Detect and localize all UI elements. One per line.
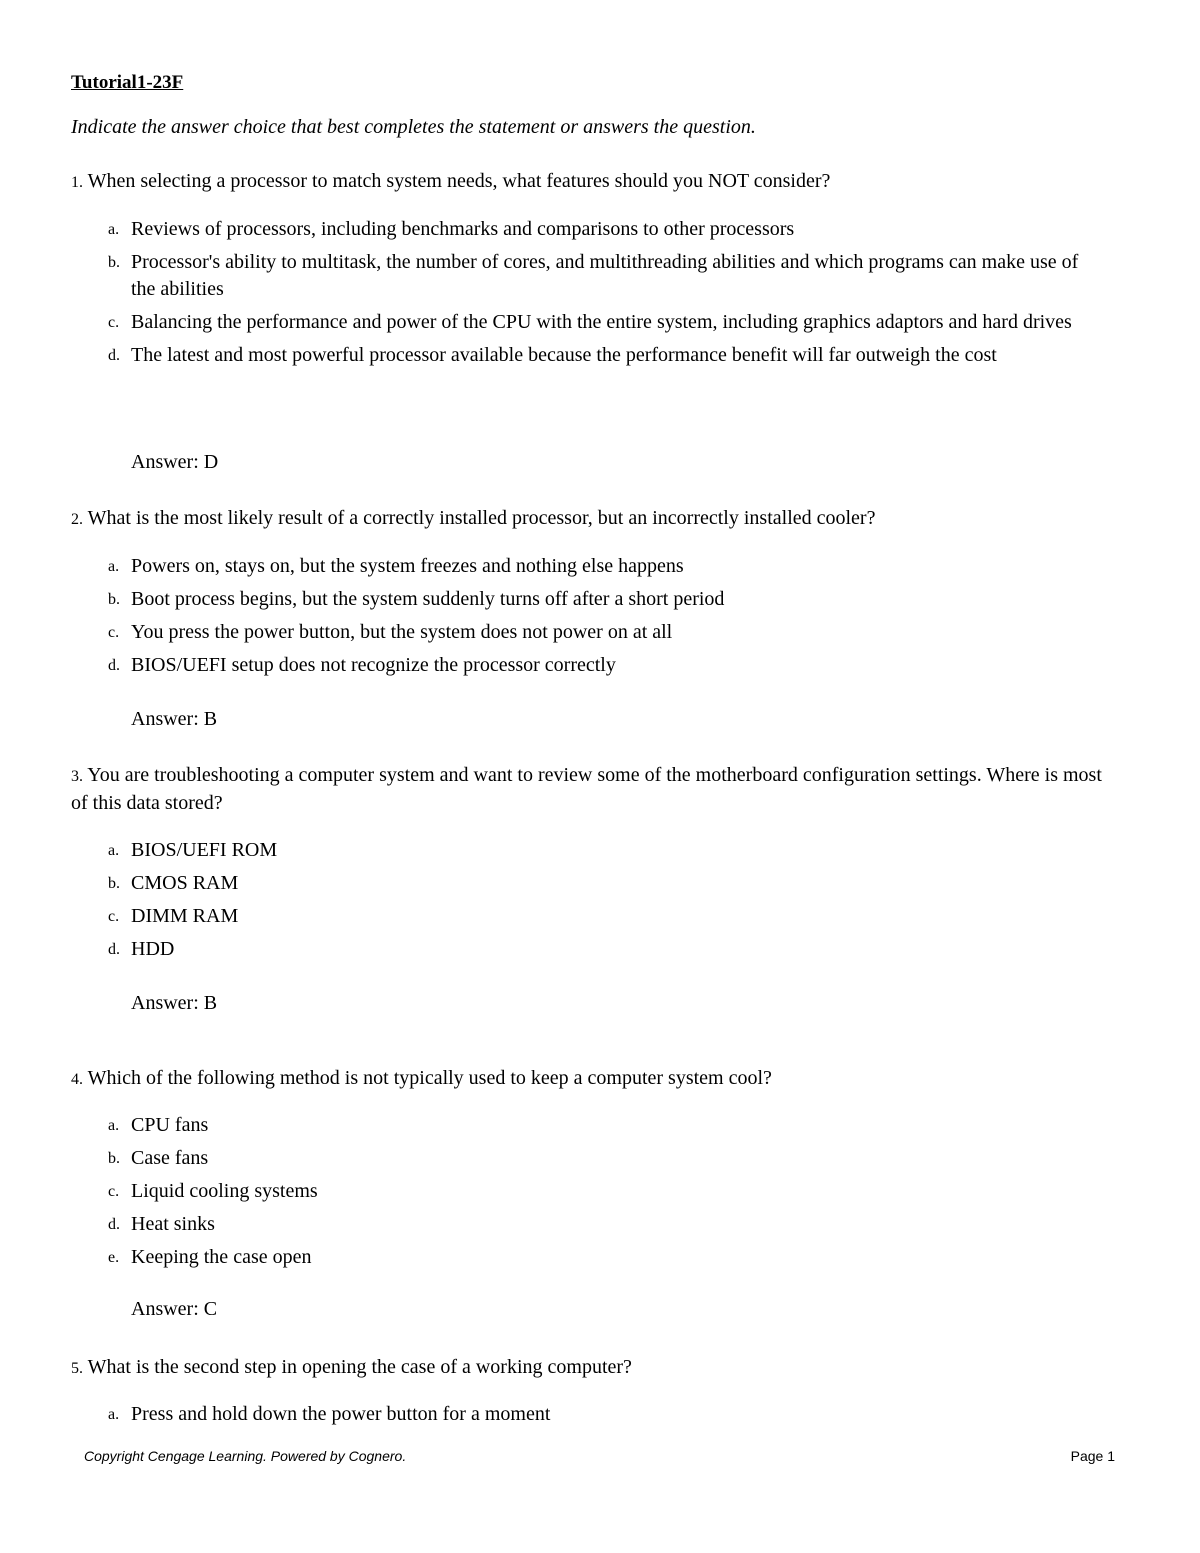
question-number: 4.	[71, 1071, 83, 1088]
option-1a	[108, 216, 1098, 243]
option-3a	[108, 837, 1098, 864]
answer-4: Answer: C	[131, 1298, 218, 1320]
option-text: CMOS RAM	[131, 872, 239, 894]
question-text: What is the second step in opening the case of a working computer?	[87, 1356, 632, 1378]
option-3c	[108, 903, 1098, 930]
option-letter: a.	[108, 221, 120, 238]
options-list-4	[108, 1112, 1098, 1271]
question-text: You are troubleshooting a computer system and want to review some of the motherboard configuration settings. Where is most of this data stored?	[71, 764, 1102, 814]
option-letter: b.	[108, 875, 120, 892]
option-3b	[108, 870, 1098, 897]
option-text: BIOS/UEFI ROM	[131, 839, 278, 861]
option-5a	[108, 1401, 1098, 1428]
option-4b	[108, 1145, 1098, 1172]
answer-2: Answer: B	[131, 708, 218, 730]
footer-copyright: Copyright Cengage Learning. Powered by Cognero.	[84, 1448, 407, 1464]
option-text: CPU fans	[131, 1114, 209, 1136]
option-text: Powers on, stays on, but the system freezes and nothing else happens	[131, 555, 684, 577]
option-letter: c.	[108, 314, 120, 331]
option-4c	[108, 1178, 1098, 1205]
option-letter: b.	[108, 591, 120, 608]
option-text: Press and hold down the power button for a moment	[131, 1403, 551, 1425]
option-letter: a.	[108, 1117, 120, 1134]
option-letter: c.	[108, 624, 120, 641]
question-number: 2.	[71, 511, 83, 528]
option-letter: a.	[108, 1406, 120, 1423]
options-list-2	[108, 553, 1098, 679]
option-4d	[108, 1211, 1098, 1238]
option-2a	[108, 553, 1098, 580]
options-list-3	[108, 837, 1098, 963]
option-letter: d.	[108, 657, 120, 674]
option-4e	[108, 1244, 1098, 1271]
option-letter: e.	[108, 1249, 120, 1266]
instructions: Indicate the answer choice that best completes the statement or answers the question.	[71, 116, 756, 138]
question-2	[71, 505, 1121, 533]
option-letter: b.	[108, 254, 120, 271]
option-3d	[108, 936, 1098, 963]
option-letter: a.	[108, 558, 120, 575]
question-1	[71, 168, 1121, 196]
option-1b	[108, 249, 1098, 303]
option-letter: c.	[108, 908, 120, 925]
option-letter: d.	[108, 347, 120, 364]
option-text: Case fans	[131, 1147, 209, 1169]
option-text: Reviews of processors, including benchmarks and comparisons to other processors	[131, 218, 795, 240]
option-text: DIMM RAM	[131, 905, 239, 927]
option-4a	[108, 1112, 1098, 1139]
option-2b	[108, 586, 1098, 613]
answer-1: Answer: D	[131, 451, 219, 473]
question-number: 1.	[71, 174, 83, 191]
question-5	[71, 1354, 1121, 1382]
option-text: Liquid cooling systems	[131, 1180, 318, 1202]
option-letter: d.	[108, 1216, 120, 1233]
question-number: 5.	[71, 1360, 83, 1377]
answer-3: Answer: B	[131, 992, 218, 1014]
option-text: HDD	[131, 938, 175, 960]
question-3	[71, 762, 1121, 817]
option-letter: c.	[108, 1183, 120, 1200]
option-text: BIOS/UEFI setup does not recognize the processor correctly	[131, 654, 616, 676]
footer-page-number: Page 1	[1070, 1448, 1115, 1464]
question-number: 3.	[71, 768, 83, 785]
question-text: When selecting a processor to match system needs, what features should you NOT consider?	[87, 170, 831, 192]
option-text: Keeping the case open	[131, 1246, 312, 1268]
options-list-5	[108, 1401, 1098, 1428]
question-4	[71, 1065, 1121, 1093]
option-1d	[108, 342, 1098, 369]
option-text: Processor's ability to multitask, the number of cores, and multithreading abilities and which programs can make use of the abilities	[131, 251, 1079, 300]
option-text: Boot process begins, but the system suddenly turns off after a short period	[131, 588, 725, 610]
option-2d	[108, 652, 1098, 679]
option-1c	[108, 309, 1098, 336]
document-title: Tutorial1-23F	[71, 72, 184, 93]
option-text: You press the power button, but the system does not power on at all	[131, 621, 673, 643]
option-letter: d.	[108, 941, 120, 958]
question-text: Which of the following method is not typically used to keep a computer system cool?	[87, 1067, 772, 1089]
option-text: Balancing the performance and power of the CPU with the entire system, including graphics adaptors and hard drives	[131, 311, 1072, 333]
option-text: The latest and most powerful processor available because the performance benefit will far outweigh the cost	[131, 344, 997, 366]
option-text: Heat sinks	[131, 1213, 215, 1235]
option-letter: a.	[108, 842, 120, 859]
options-list-1	[108, 216, 1098, 369]
question-text: What is the most likely result of a correctly installed processor, but an incorrectly installed cooler?	[87, 507, 876, 529]
option-letter: b.	[108, 1150, 120, 1167]
option-2c	[108, 619, 1098, 646]
